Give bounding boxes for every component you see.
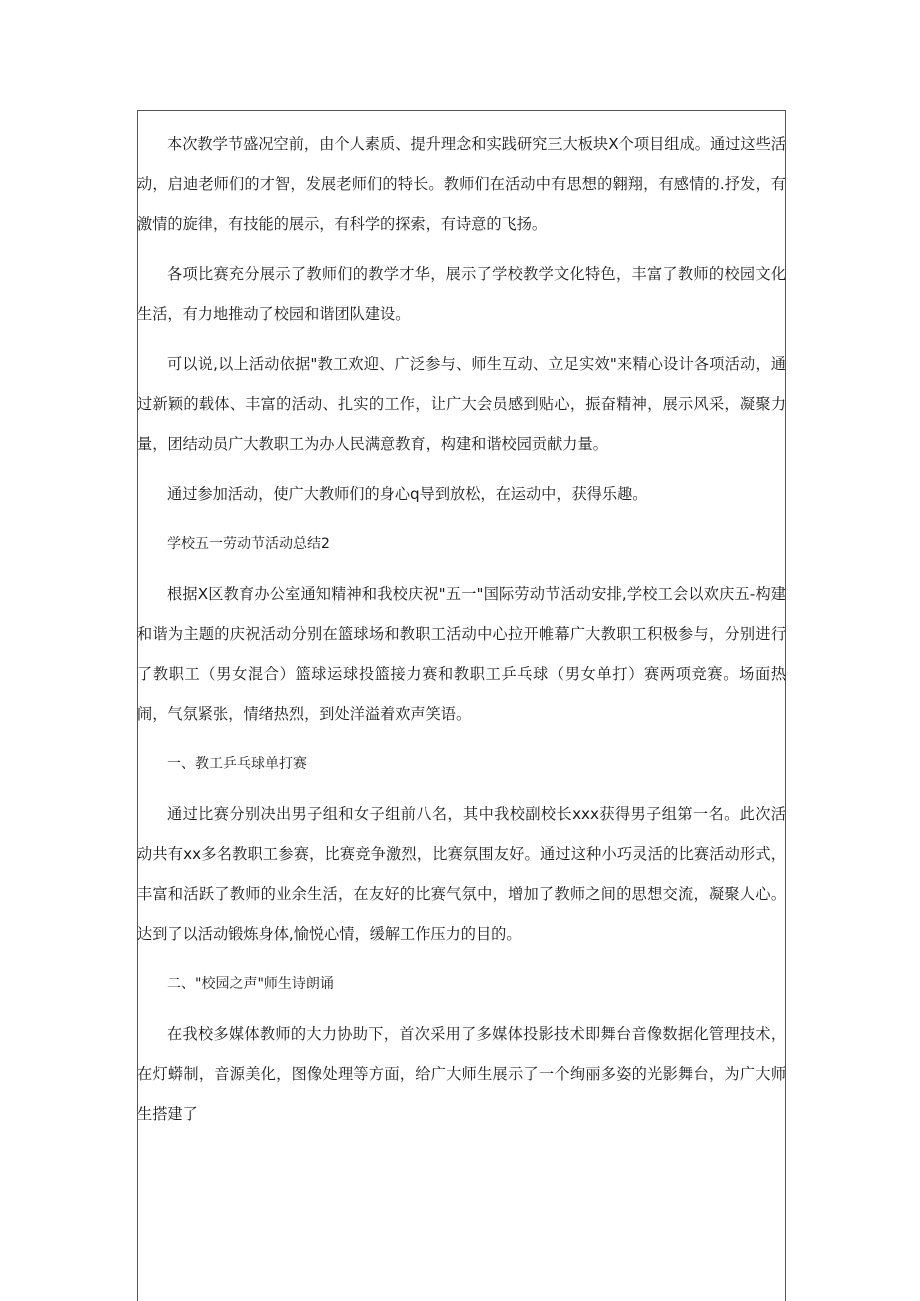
paragraph-table-tennis: 通过比赛分别决出男子组和女子组前八名，其中我校副校长xxx获得男子组第一名。此次活动共有xx多名教职工参赛，比赛竞争激烈，比赛氛围友好。通过这种小巧灵活的比赛活动形式，丰富和活跃了教师的业余生活，在友好的比赛气氛中，增加了教师之间的思想交流，凝聚人心。达到了以活动锻炼身体,愉悦心情，缓解工作压力的目的。: [137, 805, 786, 943]
paragraph-intro: 本次教学节盛况空前，由个人素质、提升理念和实践研究三大板块X个项目组成。通过这些活动，启迪老师们的才智，发展老师们的特长。教师们在活动中有思想的翱翔，有感情的.抒发，有激情的旋律，有技能的展示，有科学的探索，有诗意的飞扬。: [137, 135, 786, 233]
paragraph-competitions: 各项比赛充分展示了教师们的教学才华，展示了学校教学文化特色，丰富了教师的校园文化生活，有力地推动了校园和谐团队建设。: [137, 265, 786, 323]
paragraph-multimedia: 在我校多媒体教师的大力协助下，首次采用了多媒体投影技术即舞台音像数据化管理技术，在灯蟒制，音源美化，图像处理等方面，给广大师生展示了一个绚丽多姿的光影舞台，为广大师生搭建了: [137, 1025, 786, 1123]
paragraph-may-day: 根据X区教育办公室通知精神和我校庆祝"五一"国际劳动节活动安排,学校工会以欢庆五-构建和谐为主题的庆祝活动分别在篮球场和教职工活动中心拉开帷幕广大教职工积极参与，分别进行了教职工（男女混合）篮球运球投篮接力赛和教职工乒乓球（男女单打）赛两项竞赛。场面热闹，气氛紧张，情绪热烈，到处洋溢着欢声笑语。: [137, 585, 786, 723]
paragraph-relaxation: 通过参加活动，使广大教师们的身心q导到放松，在运动中，获得乐趣。: [167, 485, 648, 503]
section-heading-poetry: 二、"校园之声"师生诗朗诵: [167, 976, 334, 992]
paragraph-summary: 可以说,以上活动依据"教工欢迎、广泛参与、师生互动、立足实效"来精心设计各项活动，通过新颖的载体、丰富的活动、扎实的工作，让广大会员感到贴心，振奋精神，展示风采，凝聚力量，团结动员广大教职工为办人民满意教育，构建和谐校园贡献力量。: [137, 355, 786, 453]
section-heading-table-tennis: 一、教工乒乓球单打赛: [167, 756, 307, 772]
section-title-summary-2: 学校五一劳动节活动总结2: [167, 536, 330, 552]
document-body: [137, 124, 786, 1134]
